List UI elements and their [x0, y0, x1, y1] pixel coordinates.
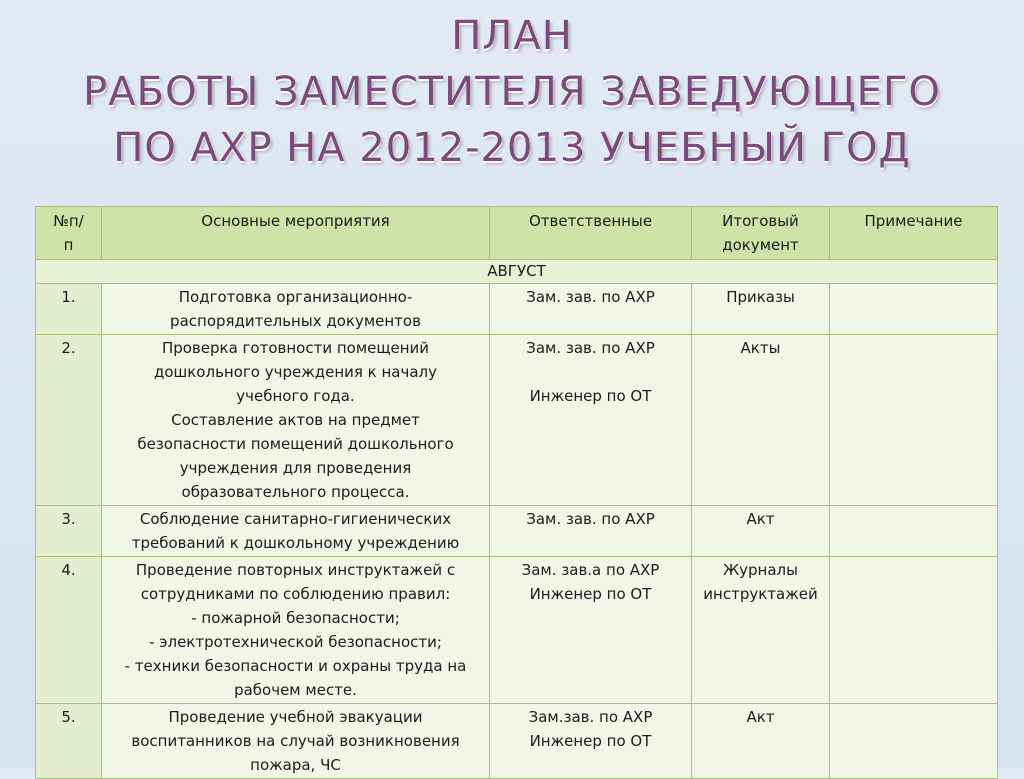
event-line: Соблюдение санитарно-гигиенических [139, 510, 452, 528]
row-note [830, 335, 998, 506]
responsible-line: Зам. зав. по АХР [526, 288, 655, 306]
responsible-line: Инженер по ОТ [529, 387, 652, 405]
row-events [102, 557, 490, 704]
event-line: требований к дошкольному учреждению [131, 534, 460, 552]
header-num-line: №п/ [53, 212, 84, 230]
responsible-line: Инженер по ОТ [529, 585, 652, 603]
responsible-line: Зам.зав. по АХР [528, 708, 653, 726]
event-line: рабочем месте. [234, 681, 357, 699]
row-number: 3. [36, 506, 102, 557]
row-number: 5. [36, 704, 102, 779]
document-line: Акт [746, 708, 775, 726]
section-row [36, 260, 998, 284]
header-document [692, 207, 830, 260]
event-line: распорядительных документов [170, 312, 421, 330]
responsible-line: Зам. зав. по АХР [526, 339, 655, 357]
row-document [692, 557, 830, 704]
row-number: 1. [36, 284, 102, 335]
event-line: Подготовка организационно- [178, 288, 413, 306]
row-responsible [490, 557, 692, 704]
row-events [102, 284, 490, 335]
document-line: инструктажей [703, 585, 818, 603]
event-line: дошкольного учреждения к началу [153, 363, 438, 381]
event-line: Проведение повторных инструктажей с [135, 561, 456, 579]
header-events: Основные мероприятия [102, 207, 490, 260]
title-line-2: РАБОТЫ ЗАМЕСТИТЕЛЯ ЗАВЕДУЮЩЕГО [83, 69, 941, 115]
page-title [0, 8, 1024, 176]
row-note [830, 284, 998, 335]
event-line: Проведение учебной эвакуации [168, 708, 423, 726]
row-events [102, 506, 490, 557]
header-document-line: Итоговый [722, 212, 799, 230]
table-body [36, 260, 998, 779]
row-document [692, 506, 830, 557]
title-line-1: ПЛАН [451, 13, 573, 59]
table-row [36, 284, 998, 335]
responsible-line [493, 360, 688, 384]
event-line: воспитанников на случай возникновения [131, 732, 460, 750]
header-document-line: документ [722, 236, 799, 254]
event-line: Составление актов на предмет [171, 411, 420, 429]
header-responsible: Ответственные [490, 207, 692, 260]
header-note: Примечание [830, 207, 998, 260]
table-row [36, 704, 998, 779]
event-line: безопасности помещений дошкольного [137, 435, 454, 453]
event-line: - техники безопасности и охраны труда на [124, 657, 467, 675]
document-line: Журналы [723, 561, 798, 579]
table-row [36, 335, 998, 506]
event-line: - электротехнической безопасности; [149, 633, 442, 651]
event-line: учреждения для проведения [179, 459, 412, 477]
row-events [102, 335, 490, 506]
title-line-3: ПО АХР НА 2012-2013 УЧЕБНЫЙ ГОД [113, 125, 911, 171]
row-responsible [490, 506, 692, 557]
row-document [692, 335, 830, 506]
row-responsible [490, 704, 692, 779]
row-document [692, 284, 830, 335]
row-responsible [490, 284, 692, 335]
header-num [36, 207, 102, 260]
row-document [692, 704, 830, 779]
plan-table [35, 206, 998, 779]
document-line: Приказы [726, 288, 795, 306]
event-line: - пожарной безопасности; [191, 609, 400, 627]
row-events [102, 704, 490, 779]
row-number: 4. [36, 557, 102, 704]
row-responsible [490, 335, 692, 506]
event-line: образовательного процесса. [181, 483, 410, 501]
table-row [36, 557, 998, 704]
document-line: Акт [746, 510, 775, 528]
document-line: Акты [740, 339, 781, 357]
row-number: 2. [36, 335, 102, 506]
table-row [36, 506, 998, 557]
responsible-line: Зам. зав. по АХР [526, 510, 655, 528]
row-note [830, 506, 998, 557]
row-note [830, 704, 998, 779]
section-label: АВГУСТ [36, 260, 998, 284]
header-num-line: п [63, 236, 74, 254]
event-line: сотрудниками по соблюдению правил: [140, 585, 451, 603]
event-line: пожара, ЧС [250, 756, 341, 774]
responsible-line: Зам. зав.а по АХР [521, 561, 660, 579]
responsible-line: Инженер по ОТ [529, 732, 652, 750]
row-note [830, 557, 998, 704]
event-line: Проверка готовности помещений [161, 339, 430, 357]
table-header-row [36, 207, 998, 260]
event-line: учебного года. [236, 387, 355, 405]
